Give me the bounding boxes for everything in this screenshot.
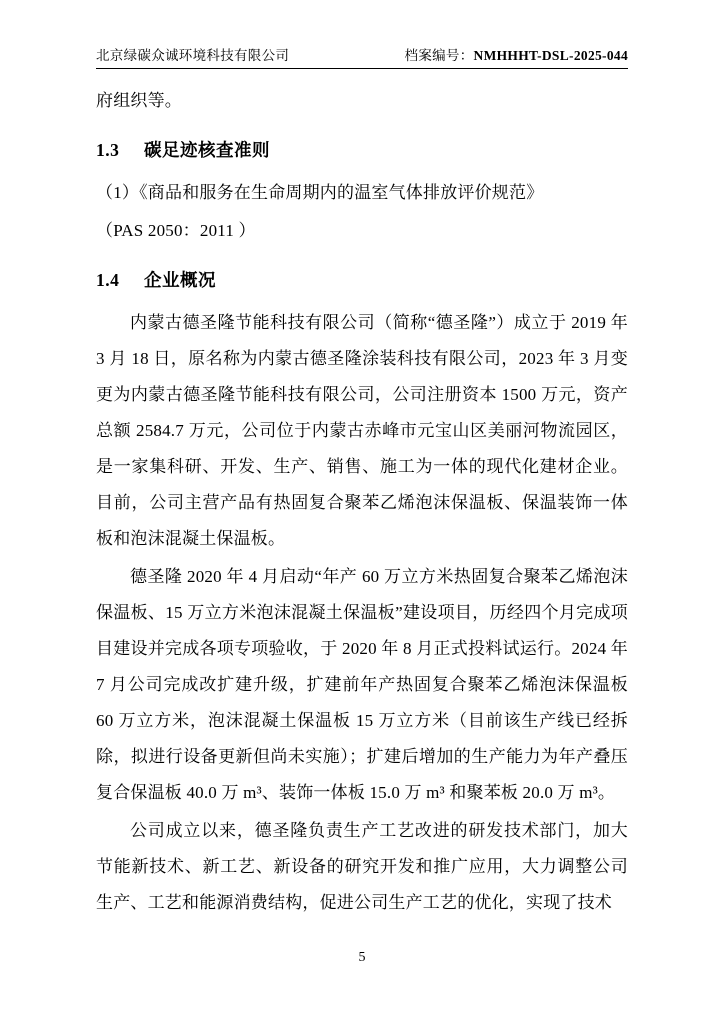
standard-item-1-continued: （PAS 2050：2011 ） [96, 221, 256, 240]
company-overview-paragraph-2: 德圣隆 2020 年 4 月启动“年产 60 万立方米热固复合聚苯乙烯泡沫保温板、15 万立方米泡沫混凝土保温板”建设项目，历经四个月完成项目建设并完成各项专项验收，于 2020 年 8 月正式投料试运行。2024 年 7 月公司完成改扩建升级，扩建前年产热固复合聚苯乙烯泡沫保温板 60 万立方米，泡沫混凝土保温板 15 万立方米（目前该生产线已经拆除，拟进行设备更新但尚未实施）；扩建后增加的生产能力为年产叠压复合保温板 40.0 万 m³、装饰一体板 15.0 万 m³ 和聚苯板 20.0 万 m³。 [96, 567, 628, 802]
company-overview-paragraph-1: 内蒙古德圣隆节能科技有限公司（简称“德圣隆”）成立于 2019 年 3 月 18 日，原名称为内蒙古德圣隆涂装科技有限公司，2023 年 3 月变更为内蒙古德圣隆节能科技有限公司，公司注册资本 1500 万元，资产总额 2584.7 万元，公司位于内蒙古赤峰市元宝山区美丽河物流园区，是一家集科研、开发、生产、销售、施工为一体的现代化建材企业。目前，公司主营产品有热固复合聚苯乙烯泡沫保温板、保温装饰一体板和泡沫混凝土保温板。 [96, 313, 628, 548]
document-body [96, 83, 628, 921]
heading-1-4-title: 企业概况 [144, 270, 216, 290]
heading-1-3-title: 碳足迹核查准则 [144, 140, 270, 160]
page-header [96, 44, 628, 69]
company-overview-paragraph-3: 公司成立以来，德圣隆负责生产工艺改进的研发技术部门，加大节能新技术、新工艺、新设备的研究开发和推广应用，大力调整公司生产、工艺和能源消费结构，促进公司生产工艺的优化，实现了技术 [96, 821, 628, 912]
header-company-name: 北京绿碳众诚环境科技有限公司 [96, 48, 290, 63]
heading-1-4 [96, 263, 628, 297]
heading-1-3 [96, 133, 628, 167]
heading-1-3-number: 1.3 [96, 140, 120, 160]
page-content [96, 44, 628, 984]
page-number: 5 [358, 950, 366, 965]
standard-item-1: （1）《商品和服务在生命周期内的温室气体排放评价规范》 [96, 183, 544, 202]
archive-label: 档案编号： [404, 48, 474, 63]
header-archive-number [405, 44, 628, 64]
archive-code: NMHHHT-DSL-2025-044 [473, 48, 628, 63]
continued-paragraph: 府组织等。 [96, 91, 182, 110]
heading-1-4-number: 1.4 [96, 270, 120, 290]
